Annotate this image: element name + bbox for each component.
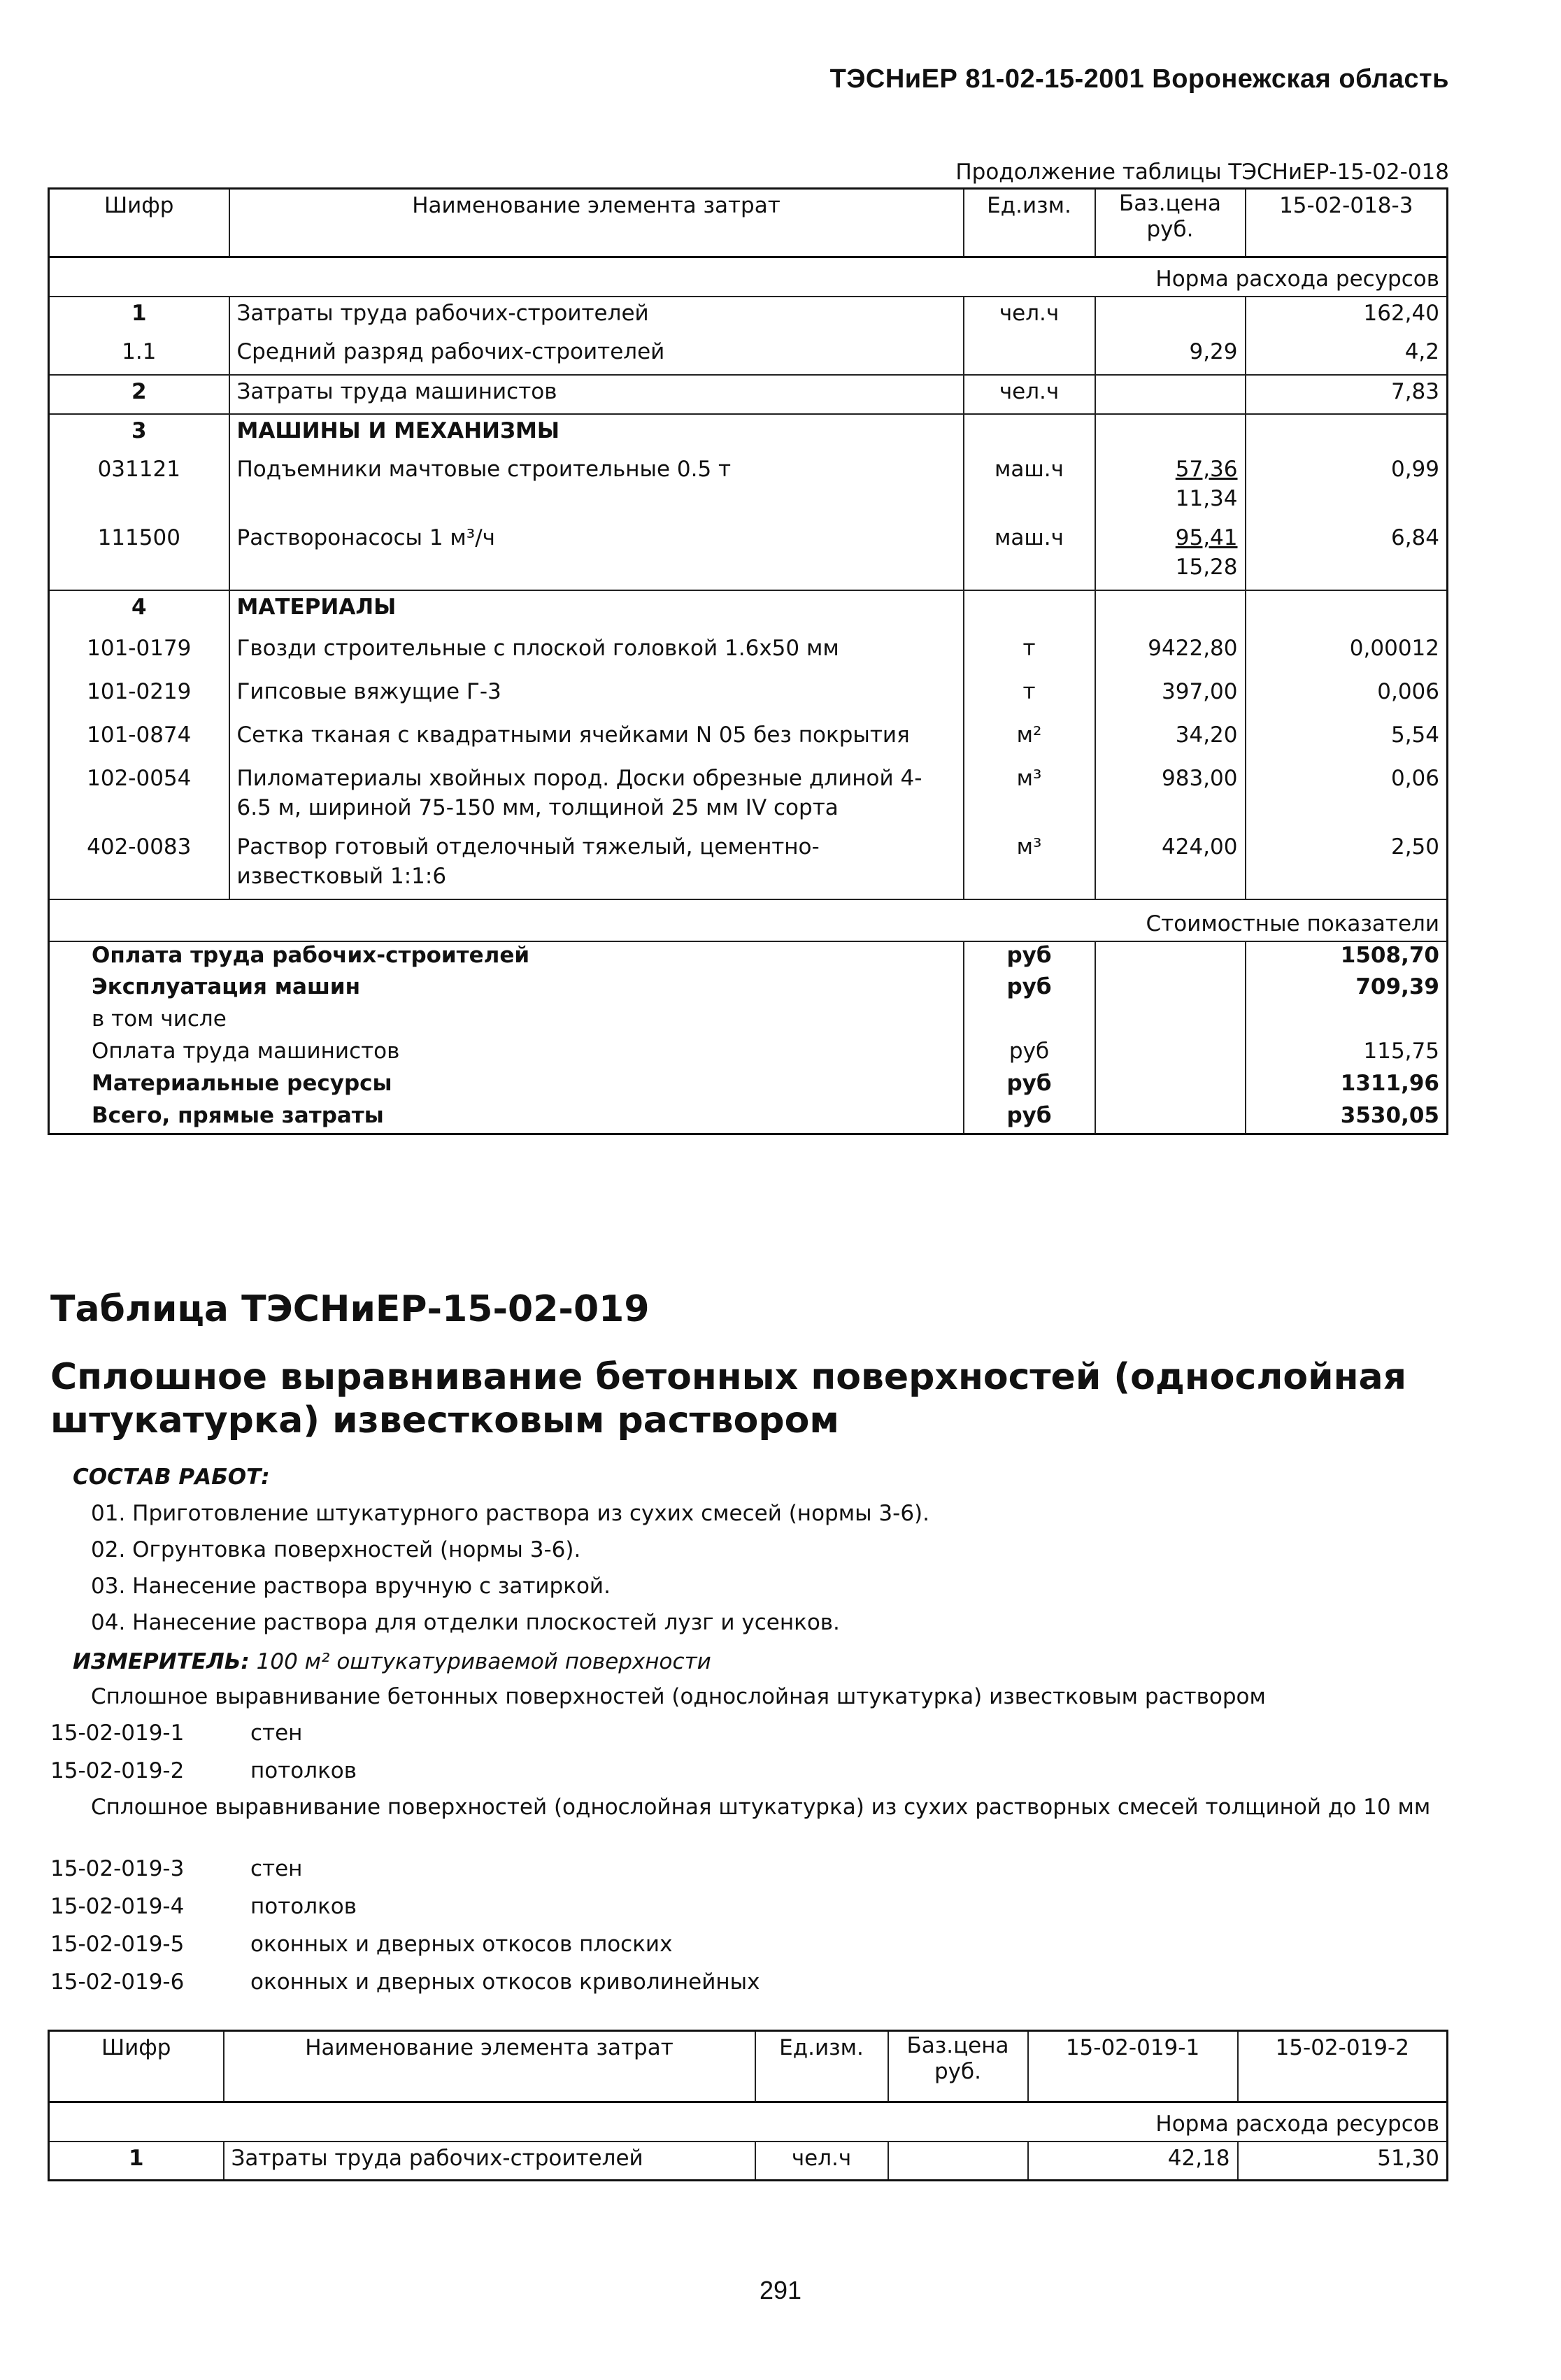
cost-row xyxy=(49,1006,1448,1038)
unit-text: м³ xyxy=(1016,765,1042,791)
row-name: Подъемники мачтовые строительные 0.5 т xyxy=(229,453,964,522)
row-code: 1.1 xyxy=(49,336,229,375)
price-value: 9,29 xyxy=(1189,339,1238,364)
header-code: Шифр xyxy=(49,189,229,257)
row-unit: т xyxy=(964,632,1095,676)
row-code: 111500 xyxy=(49,522,229,590)
table-row xyxy=(49,522,1448,590)
t2-header-name: Наименование элемента затрат xyxy=(224,2031,755,2102)
work-item: 03. Нанесение раствора вручную с затиркой. xyxy=(91,1574,611,1599)
row-name: Гвозди строительные с плоской головкой 1.6х50 мм xyxy=(229,632,964,676)
t2-row-name: Затраты труда рабочих-строителей xyxy=(224,2142,755,2181)
row-code: 031121 xyxy=(49,453,229,522)
work-item: 01. Приготовление штукатурного раствора из сухих смесей (нормы 3-6). xyxy=(91,1501,930,1526)
row-code: 2 xyxy=(49,375,229,414)
row-name: Затраты труда рабочих-строителей xyxy=(229,297,964,336)
item-text: оконных и дверных откосов плоских xyxy=(250,1932,673,1957)
row-name: Пиломатериалы хвойных пород. Доски обрезные длиной 4-6.5 м, шириной 75-150 мм, толщиной 25 мм IV сорта xyxy=(229,762,964,831)
cost-row xyxy=(49,1070,1448,1102)
row-unit xyxy=(964,762,1095,831)
resource-norms-table-018 xyxy=(48,187,1448,1135)
table-row xyxy=(49,762,1448,831)
item-code: 15-02-019-2 xyxy=(50,1758,185,1783)
price-value: 397,00 xyxy=(1162,678,1238,704)
row-code: 1 xyxy=(49,297,229,336)
table-row xyxy=(49,590,1448,632)
t2-row-unit: чел.ч xyxy=(755,2142,888,2181)
cost-row xyxy=(49,1038,1448,1070)
table-row xyxy=(49,336,1448,375)
item-text: оконных и дверных откосов криволинейных xyxy=(250,1969,760,1995)
table-row xyxy=(49,676,1448,719)
cost-name: Оплата труда машинистов xyxy=(49,1038,964,1070)
table1-body xyxy=(49,297,1448,899)
price-value: 9422,80 xyxy=(1148,635,1238,661)
price-machinist-value: 11,34 xyxy=(1175,486,1238,512)
row-unit: маш.ч xyxy=(964,453,1095,522)
cost-value: 1311,96 xyxy=(1246,1070,1448,1102)
row-price xyxy=(1095,632,1246,676)
row-price xyxy=(1095,719,1246,762)
row-code: 101-0219 xyxy=(49,676,229,719)
cost-unit: руб xyxy=(964,941,1095,974)
cost-name: Эксплуатация машин xyxy=(49,974,964,1006)
row-code: 102-0054 xyxy=(49,762,229,831)
table1-cost-body xyxy=(49,941,1448,1134)
t2-norm-section-row xyxy=(49,2102,1448,2142)
row-unit xyxy=(964,590,1095,632)
cost-value: 115,75 xyxy=(1246,1038,1448,1070)
item-text: потолков xyxy=(250,1894,357,1919)
price-machinist-value: 15,28 xyxy=(1175,555,1238,580)
row-value: 0,006 xyxy=(1246,676,1448,719)
cost-empty xyxy=(1095,941,1246,974)
cost-unit: руб xyxy=(964,1038,1095,1070)
table-row xyxy=(49,414,1448,453)
t2-header-n2: 15-02-019-2 xyxy=(1238,2031,1448,2102)
item-code: 15-02-019-1 xyxy=(50,1720,185,1746)
running-header: ТЭСНиЕР 81-02-15-2001 Воронежская область xyxy=(829,64,1449,94)
row-code: 402-0083 xyxy=(49,831,229,899)
price-value: 34,20 xyxy=(1175,722,1238,748)
header-price: Баз.цена руб. xyxy=(1095,189,1246,257)
section-heading: Сплошное выравнивание бетонных поверхностей (однослойная штукатурка) известковым раствором xyxy=(50,1356,1406,1442)
cost-empty xyxy=(1095,1006,1246,1038)
page-number: 291 xyxy=(759,2276,802,2304)
row-price xyxy=(1095,414,1246,453)
row-code: 4 xyxy=(49,590,229,632)
row-name: Раствор готовый отделочный тяжелый, цементно-известковый 1:1:6 xyxy=(229,831,964,899)
meter-line xyxy=(73,1648,711,1676)
table-row xyxy=(49,453,1448,522)
t2-header-code: Шифр xyxy=(49,2031,224,2102)
table-title: Таблица ТЭСНиЕР-15-02-019 xyxy=(50,1288,650,1330)
header-name: Наименование элемента затрат xyxy=(229,189,964,257)
row-name: Затраты труда машинистов xyxy=(229,375,964,414)
cost-row xyxy=(49,974,1448,1006)
row-price xyxy=(1095,522,1246,590)
row-price xyxy=(1095,453,1246,522)
row-unit xyxy=(964,831,1095,899)
row-price xyxy=(1095,375,1246,414)
row-value: 4,2 xyxy=(1246,336,1448,375)
work-item: 02. Огрунтовка поверхностей (нормы 3-6). xyxy=(91,1537,581,1562)
cost-unit: руб xyxy=(964,1070,1095,1102)
item-text: стен xyxy=(250,1720,303,1746)
cost-name: в том числе xyxy=(49,1006,964,1038)
cost-section-row xyxy=(49,899,1448,941)
cost-value: 3530,05 xyxy=(1246,1102,1448,1134)
header-norm-code: 15-02-018-3 xyxy=(1246,189,1448,257)
cost-section-label: Стоимостные показатели xyxy=(49,899,1448,941)
price-value: 57,36 xyxy=(1175,456,1238,482)
t2-norm-section-label: Норма расхода ресурсов xyxy=(49,2102,1448,2142)
row-unit: чел.ч xyxy=(964,375,1095,414)
price-value: 983,00 xyxy=(1162,765,1238,791)
table-header-row xyxy=(49,189,1448,257)
price-value: 95,41 xyxy=(1175,525,1238,550)
t2-row-v2: 51,30 xyxy=(1238,2142,1448,2181)
cost-unit: руб xyxy=(964,974,1095,1006)
table-row xyxy=(49,831,1448,899)
row-code: 101-0874 xyxy=(49,719,229,762)
t2-row xyxy=(49,2142,1448,2181)
cost-empty xyxy=(1095,1102,1246,1134)
work-composition-title: СОСТАВ РАБОТ: xyxy=(73,1465,270,1490)
unit-text: м² xyxy=(1016,722,1042,748)
row-unit xyxy=(964,719,1095,762)
row-value: 162,40 xyxy=(1246,297,1448,336)
row-name: Растворонасосы 1 м³/ч xyxy=(229,522,964,590)
t2-header-n1: 15-02-019-1 xyxy=(1028,2031,1238,2102)
norm-section-label: Норма расхода ресурсов xyxy=(49,257,1448,297)
cost-name: Оплата труда рабочих-строителей xyxy=(49,941,964,974)
row-price xyxy=(1095,297,1246,336)
cost-unit: руб xyxy=(964,1102,1095,1134)
row-name: Сетка тканая с квадратными ячейками N 05 без покрытия xyxy=(229,719,964,762)
cost-value xyxy=(1246,1006,1448,1038)
meter-value: 100 м² оштукатуриваемой поверхности xyxy=(256,1649,711,1674)
row-value: 5,54 xyxy=(1246,719,1448,762)
item-code: 15-02-019-5 xyxy=(50,1932,185,1957)
cost-row xyxy=(49,1102,1448,1134)
table-row xyxy=(49,632,1448,676)
resource-norms-table-019 xyxy=(48,2030,1448,2181)
norm-section-row xyxy=(49,257,1448,297)
cost-value: 1508,70 xyxy=(1246,941,1448,974)
price-value: 424,00 xyxy=(1162,834,1238,860)
unit-text: м³ xyxy=(1016,834,1042,860)
row-code: 3 xyxy=(49,414,229,453)
row-value: 0,06 xyxy=(1246,762,1448,831)
item-code: 15-02-019-4 xyxy=(50,1894,185,1919)
t2-row-v1: 42,18 xyxy=(1028,2142,1238,2181)
t2-row-price xyxy=(888,2142,1028,2181)
work-item: 04. Нанесение раствора для отделки плоскостей лузг и усенков. xyxy=(91,1610,840,1635)
row-price xyxy=(1095,831,1246,899)
row-unit xyxy=(964,414,1095,453)
row-value: 7,83 xyxy=(1246,375,1448,414)
group2-caption: Сплошное выравнивание поверхностей (однослойная штукатурка) из сухих растворных смесей толщиной до 10 мм xyxy=(91,1795,1431,1820)
cost-unit xyxy=(964,1006,1095,1038)
row-name: МАТЕРИАЛЫ xyxy=(229,590,964,632)
row-price xyxy=(1095,336,1246,375)
table-row xyxy=(49,375,1448,414)
group1-caption: Сплошное выравнивание бетонных поверхностей (однослойная штукатурка) известковым раствором xyxy=(91,1684,1266,1709)
t2-header-price: Баз.цена руб. xyxy=(888,2031,1028,2102)
cost-empty xyxy=(1095,974,1246,1006)
row-value xyxy=(1246,414,1448,453)
row-unit: маш.ч xyxy=(964,522,1095,590)
header-unit: Ед.изм. xyxy=(964,189,1095,257)
item-text: стен xyxy=(250,1856,303,1881)
row-price xyxy=(1095,676,1246,719)
table2-header-row xyxy=(49,2031,1448,2102)
cost-name: Всего, прямые затраты xyxy=(49,1102,964,1134)
meter-label: ИЗМЕРИТЕЛЬ: xyxy=(73,1649,250,1674)
row-unit: чел.ч xyxy=(964,297,1095,336)
row-price xyxy=(1095,590,1246,632)
cost-row xyxy=(49,941,1448,974)
item-code: 15-02-019-6 xyxy=(50,1969,185,1995)
cost-value: 709,39 xyxy=(1246,974,1448,1006)
row-code: 101-0179 xyxy=(49,632,229,676)
t2-header-unit: Ед.изм. xyxy=(755,2031,888,2102)
row-name: МАШИНЫ И МЕХАНИЗМЫ xyxy=(229,414,964,453)
table-row xyxy=(49,719,1448,762)
row-value: 6,84 xyxy=(1246,522,1448,590)
row-unit: т xyxy=(964,676,1095,719)
row-value: 0,00012 xyxy=(1246,632,1448,676)
item-text: потолков xyxy=(250,1758,357,1783)
t2-row-code: 1 xyxy=(49,2142,224,2181)
table-row xyxy=(49,297,1448,336)
cost-name: Материальные ресурсы xyxy=(49,1070,964,1102)
row-value xyxy=(1246,590,1448,632)
row-name: Гипсовые вяжущие Г-3 xyxy=(229,676,964,719)
row-unit xyxy=(964,336,1095,375)
row-name: Средний разряд рабочих-строителей xyxy=(229,336,964,375)
row-value: 0,99 xyxy=(1246,453,1448,522)
item-code: 15-02-019-3 xyxy=(50,1856,185,1881)
row-price xyxy=(1095,762,1246,831)
table-continuation-caption: Продолжение таблицы ТЭСНиЕР-15-02-018 xyxy=(955,159,1449,185)
cost-empty xyxy=(1095,1070,1246,1102)
cost-empty xyxy=(1095,1038,1246,1070)
row-value: 2,50 xyxy=(1246,831,1448,899)
